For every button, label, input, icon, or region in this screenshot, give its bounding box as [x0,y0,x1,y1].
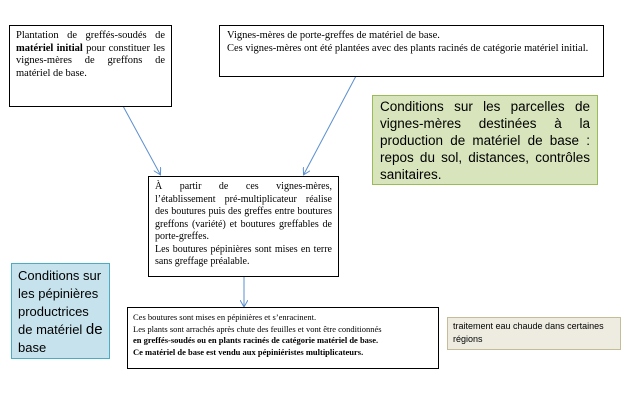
premultiplier-para-2: Les boutures pépinières sont mises en terre sans greffage préalable. [155,243,332,267]
conditions-plots-text: Conditions sur les parcelles de vignes-mères destinées à la production de matériel de base : repos du sol, distances, contrôles sanitaires. [380,99,590,182]
conditions-nurseries-text-de: de [85,321,103,338]
initial-plantation-text-2: pour constituer les vignes-mères de greffons de matériel de base. [16,42,165,79]
box-hot-water-treatment [447,317,621,350]
box-initial-plantation [9,25,172,107]
initial-plantation-text-1: Plantation de greffés-soudés de [16,30,165,41]
initial-plantation-bold: matériel initial [16,42,83,54]
conditions-nurseries-text-2: base [18,340,47,355]
nursery-result-line-4: Ce matériel de base est vendu aux pépiniéristes multiplicateurs. [133,346,364,357]
nursery-result-line-2: Les plants sont arrachés après chute des feuilles et vont être conditionnés [133,323,382,334]
box-conditions-plots [372,95,598,185]
box-conditions-nurseries [11,263,110,359]
mother-vines-line-1: Vignes-mères de porte-greffes de matériel de base. [227,30,440,41]
box-premultiplier [148,176,339,277]
nursery-result-line-1: Ces boutures sont mises en pépinières et s’enracinent. [133,312,317,322]
box-mother-vines [219,25,604,77]
hot-water-text: traitement eau chaude dans certaines régions [453,321,604,344]
box-nursery-result [127,307,439,369]
premultiplier-para-1: À partir de ces vignes-mères, l’établissement pré-multiplicateur réalise des boutures puis des greffes entre boutures greffons (variété) et boutures greffables de porte-greffes. [155,181,332,242]
arrow-mothervines-to-premultiplier [304,76,356,174]
mother-vines-line-2: Ces vignes-mères ont été plantées avec des plants racinés de catégorie matériel initial. [227,42,589,54]
conditions-nurseries-text-1: Conditions sur les pépinières productrices de matériel [18,268,102,337]
arrow-initial-to-premultiplier [123,106,160,174]
nursery-result-line-3: en greffés-soudés ou en plants racinés de catégorie matériel de base. [133,335,379,345]
